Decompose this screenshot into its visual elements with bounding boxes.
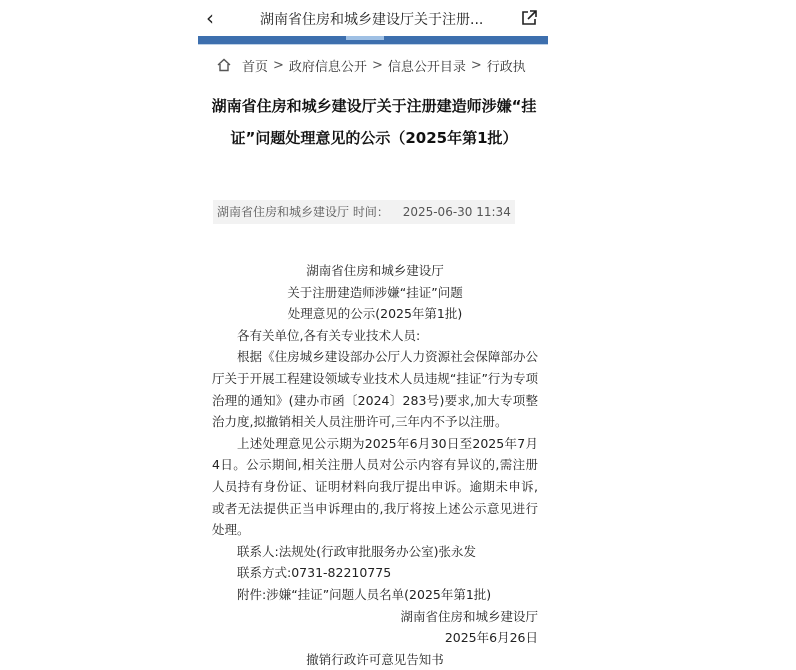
breadcrumb-item-gov-info[interactable]: 政府信息公开 xyxy=(288,59,367,75)
banner-tab xyxy=(346,36,384,40)
home-icon[interactable] xyxy=(216,57,232,73)
breadcrumb-item-home[interactable]: 首页 xyxy=(242,59,269,75)
article-source: 湖南省住房和城乡建设厅 xyxy=(217,205,350,219)
site-banner xyxy=(198,36,548,45)
signature-date: 2025年6月26日 xyxy=(444,630,538,646)
contact-phone: 联系方式:0731-82210775 xyxy=(237,565,392,581)
breadcrumb-separator: > xyxy=(470,57,482,73)
salutation: 各有关单位,各有关专业技术人员: xyxy=(237,327,421,343)
top-navigation-bar xyxy=(198,0,548,36)
share-icon[interactable] xyxy=(520,9,538,27)
breadcrumb-separator: > xyxy=(273,57,284,73)
time-label: 时间： xyxy=(352,205,389,219)
header-line: 湖南省住房和城乡建设厅 xyxy=(306,263,444,278)
breadcrumb-separator: > xyxy=(371,57,383,73)
breadcrumb-item-catalog[interactable]: 信息公开目录 xyxy=(387,59,466,75)
article-meta xyxy=(213,200,515,224)
chevron-left-icon[interactable]: ‹ xyxy=(206,6,214,30)
publish-time: 2025-06-30 11:34 xyxy=(402,205,511,219)
footer-link[interactable]: 撤销行政许可意见告知书 xyxy=(306,651,444,667)
contact-person: 联系人:法规处(行政审批服务办公室)张永发 xyxy=(237,543,476,559)
page-header-title: 湖南省住房和城乡建设厅关于注册... xyxy=(260,12,484,28)
attachment-link[interactable]: 附件:涉嫌“挂证”问题人员名单(2025年第1批) xyxy=(237,586,492,602)
header-line: 关于注册建造师涉嫌“挂证”问题 xyxy=(287,284,463,300)
breadcrumb xyxy=(198,52,548,78)
paragraph: 上述处理意见公示期为2025年6月30日至2025年7月4日。公示期间,相关注册人员对公示内容有异议的,需注册人员持有身份证、证明材料向我厅提出申诉。逾期未申诉,或者无法提供正当申诉理由的,我厅将按上述公示意见进行处理。 xyxy=(212,435,538,538)
signature-org: 湖南省住房和城乡建设厅 xyxy=(400,608,538,624)
paragraph: 根据《住房城乡建设部办公厅人力资源社会保障部办公厅关于开展工程建设领域专业技术人员违规“挂证”行为专项治理的通知》(建办市函〔2024〕283号)要求,加大专项整治力度,拟撤销相关人员注册许可,三年内不予以注册。 xyxy=(212,349,538,430)
article-title: 湖南省住房和城乡建设厅关于注册建造师涉嫌“挂证”问题处理意见的公示（2025年第1批） xyxy=(211,97,537,147)
breadcrumb-item-enforcement[interactable]: 行政执 xyxy=(486,59,526,75)
header-line: 处理意见的公示(2025年第1批) xyxy=(287,306,463,322)
article-body xyxy=(212,260,538,670)
